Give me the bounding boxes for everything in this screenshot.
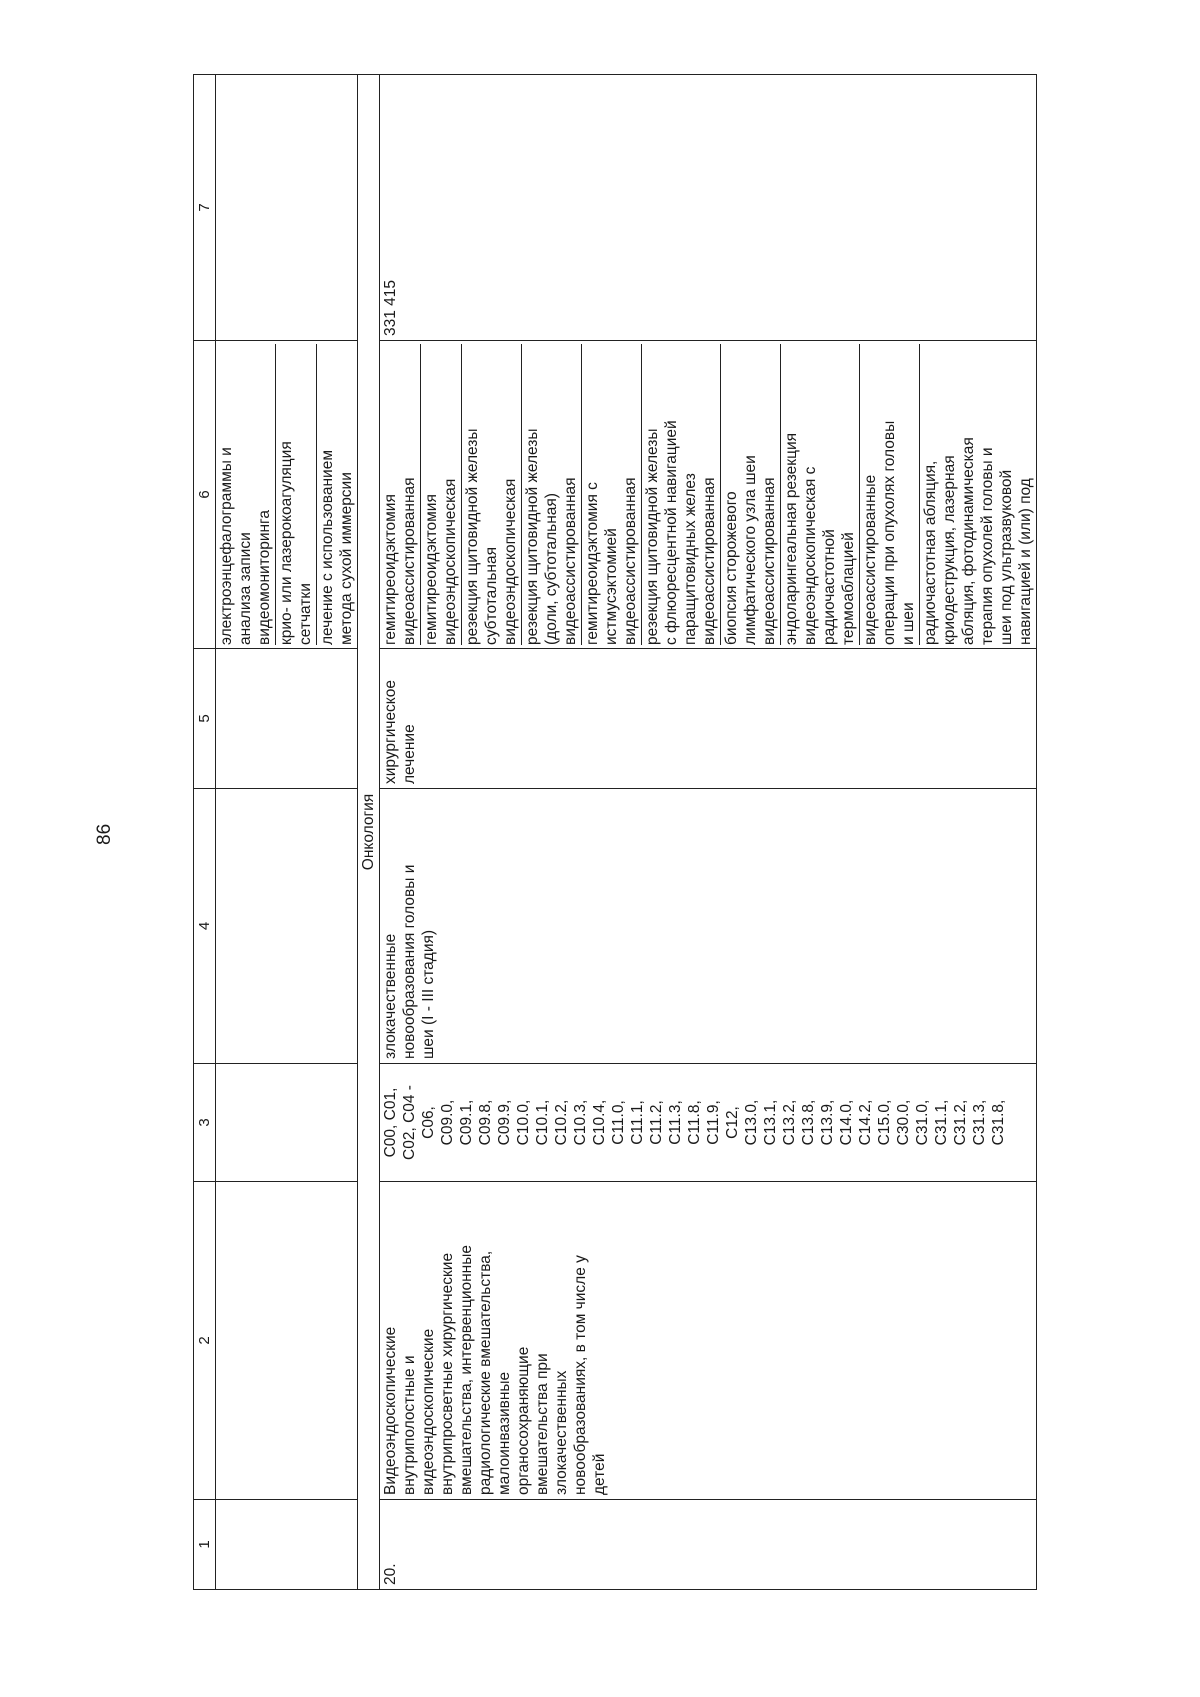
page-number: 86 — [94, 823, 115, 845]
row-number: 20. — [380, 1500, 1037, 1590]
continued-cell-3 — [216, 1064, 358, 1182]
continued-methods-cell — [216, 341, 358, 649]
continued-cell-7 — [216, 75, 358, 341]
continued-cell-4 — [216, 789, 358, 1064]
col-header-2: 2 — [194, 1182, 216, 1500]
care-type-name: Видеоэндоскопические внутриполостные и видеоэндоскопические внутрипросветные хирургические вмешательства, интервенционные радиологические вмешательства, малоинвазивные органосохраняющие вмешательства при злокачественных новообразованиях, в том числе у детей — [380, 1182, 1037, 1500]
method-item: видеоассистированные операции при опухолях головы и шеи — [860, 344, 920, 645]
section-row — [358, 75, 380, 1590]
method-item: эндоларингеальная резекция видеоэндоскопическая с радиочастотной термоаблацией — [781, 344, 860, 645]
method-item: резекция щитовидной железы субтотальная видеоэндоскопическая — [462, 344, 522, 645]
method-item: гемитиреоидэктомия видеоассистированная — [380, 344, 421, 645]
continued-method: электроэнцефалограммы и анализа записи видеомониторинга — [216, 344, 276, 645]
col-header-1: 1 — [194, 1500, 216, 1590]
col-header-7: 7 — [194, 75, 216, 341]
continued-cell-1 — [216, 1500, 358, 1590]
header-row — [194, 75, 216, 1590]
col-header-4: 4 — [194, 789, 216, 1064]
rotated-table-page — [193, 75, 1091, 1590]
continued-cell-5 — [216, 649, 358, 789]
cost-value: 331 415 — [380, 75, 1037, 341]
method-item: гемитиреоидэктомия с истмусэктомией видеоассистированная — [582, 344, 642, 645]
method-item: гемитиреоидэктомия видеоэндоскопическая — [421, 344, 462, 645]
continued-method: лечение с использованием метода сухой иммерсии — [319, 450, 355, 645]
method-item: радиочастотная абляция, криодеструкция, лазерная абляция, фотодинамическая терапия опухолей головы и шеи под ультразвуковой навигацией и (или) под — [922, 437, 1034, 645]
treatment-methods — [380, 341, 1037, 649]
col-header-3: 3 — [194, 1064, 216, 1182]
col-header-6: 6 — [194, 341, 216, 649]
continued-method: крио- или лазерокоагуляция сетчатки — [276, 344, 317, 645]
table-row — [380, 75, 1037, 1590]
method-item: резекция щитовидной железы (доли, субтотальная) видеоассистированная — [522, 344, 582, 645]
icd-codes: C00, C01, C02, C04 - C06, C09.0, C09.1, C09.8, C09.9, C10.0, C10.1, C10.2, C10.3, C10.4, C11.0, C11.1, C11.2, C11.3, C11.8, C11.9, C12, C13.0, C13.1, C13.2, C13.8, C13.9, C14.0, C14.2, C15.0, C30.0, C31.0, C31.1, C31.2, C31.3, C31.8, — [380, 1064, 1037, 1182]
method-item: резекция щитовидной железы с флюоресцентной навигацией паращитовидных желез видеоассистированная — [642, 344, 721, 645]
method-item: биопсия сторожевого лимфатического узла шеи видеоассистированная — [721, 344, 781, 645]
diagnosis: злокачественные новообразования головы и шеи (I - III стадия) — [380, 789, 1037, 1064]
treatment-type: хирургическое лечение — [380, 649, 1037, 789]
continued-cell-2 — [216, 1182, 358, 1500]
continued-row — [216, 75, 358, 1590]
section-title: Онкология — [358, 75, 380, 1590]
col-header-5: 5 — [194, 649, 216, 789]
medical-care-table — [193, 74, 1037, 1590]
